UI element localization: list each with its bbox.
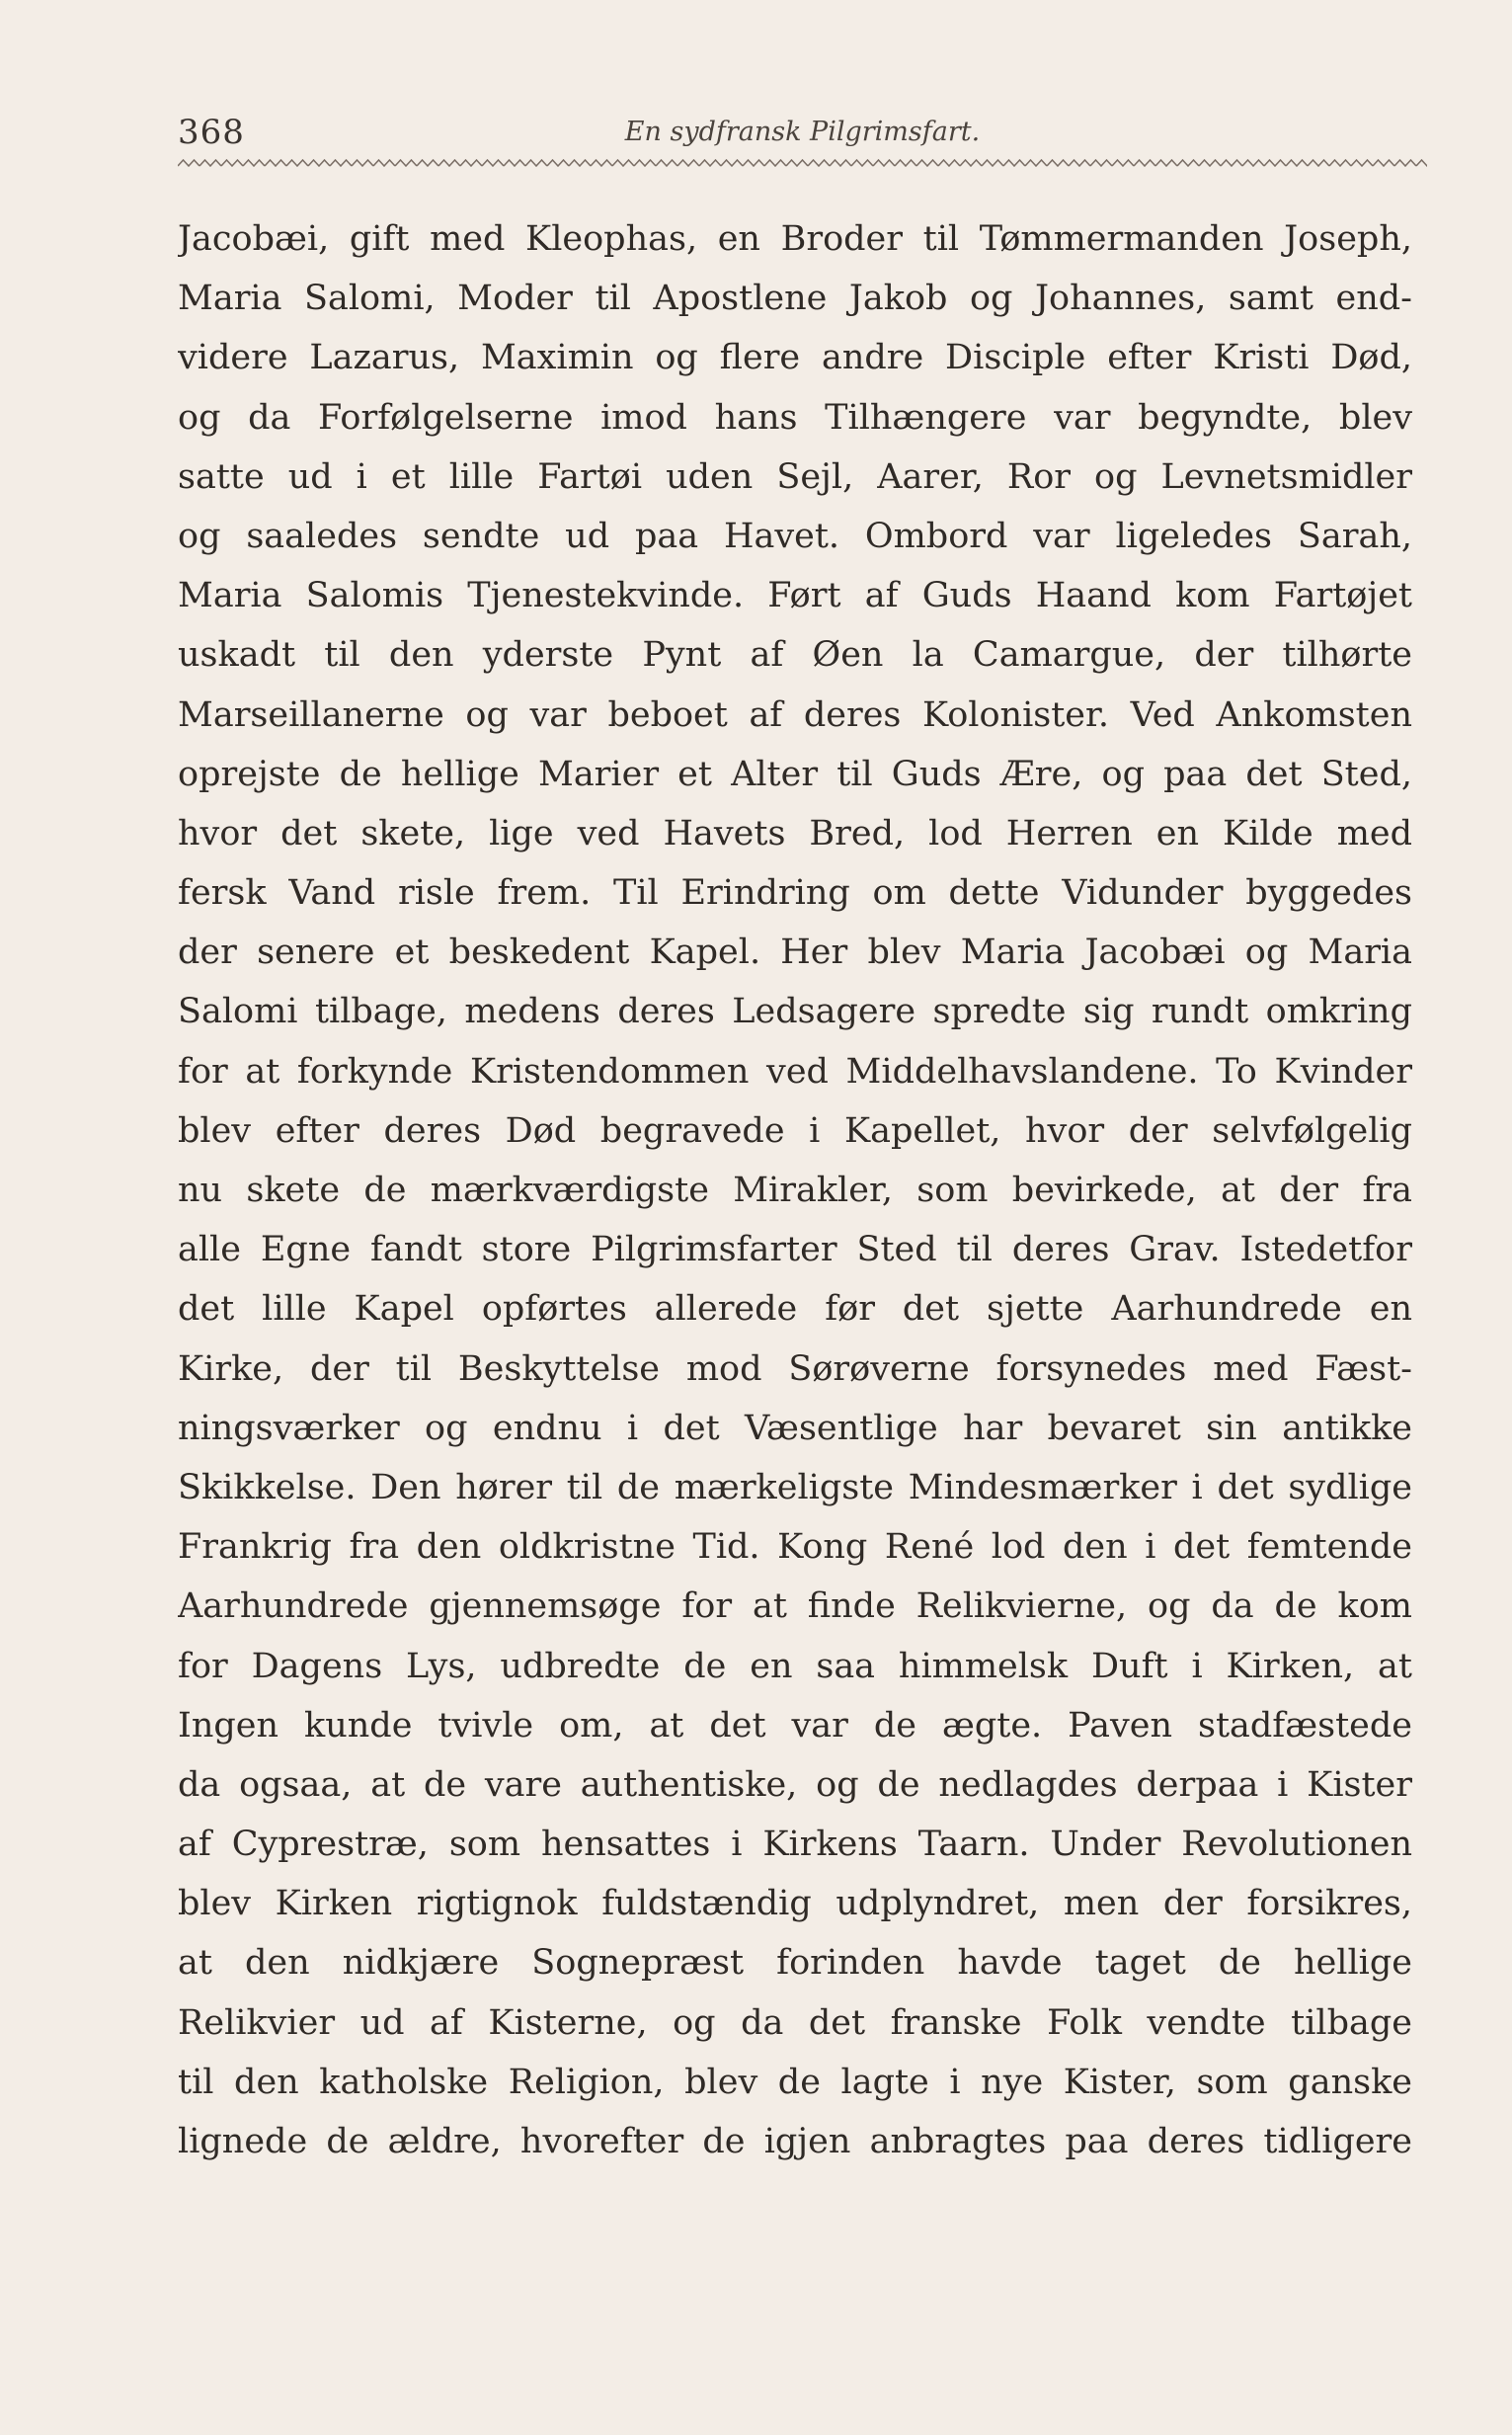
text-line: nu skete de mærkværdigste Mirakler, som bevirkede, at der fra <box>178 1171 1412 1210</box>
text-line: videre Lazarus, Maximin og flere andre Disciple efter Kristi Død, <box>178 338 1412 378</box>
text-line: til den katholske Religion, blev de lagte i nye Kister, som ganske <box>178 2062 1412 2102</box>
text-line: Salomi tilbage, medens deres Ledsagere spredte sig rundt omkring <box>178 992 1412 1032</box>
text-line: ningsværker og endnu i det Væsentlige har bevaret sin antikke <box>178 1408 1412 1448</box>
text-line: Marseillanerne og var beboet af deres Kolonister. Ved Ankomsten <box>178 694 1412 735</box>
text-line: oprejste de hellige Marier et Alter til Guds Ære, og paa det Sted, <box>178 754 1412 794</box>
text-line: blev Kirken rigtignok fuldstændig udplyndret, men der forsikres, <box>178 1884 1412 1924</box>
text-line: hvor det skete, lige ved Havets Bred, lod Herren en Kilde med <box>178 813 1412 853</box>
text-line: uskadt til den yderste Pynt af Øen la Camargue, der tilhørte <box>178 635 1412 676</box>
text-line: da ogsaa, at de vare authentiske, og de nedlagdes derpaa i Kister <box>178 1764 1412 1805</box>
text-line: alle Egne fandt store Pilgrimsfarter Sted til deres Grav. Istedetfor <box>178 1230 1412 1270</box>
text-line: Frankrig fra den oldkristne Tid. Kong René lod den i det femtende <box>178 1527 1412 1568</box>
text-line: Ingen kunde tvivle om, at det var de ægte. Paven stadfæstede <box>178 1705 1412 1745</box>
text-line: Kirke, der til Beskyttelse mod Sørøverne forsynedes med Fæst- <box>178 1348 1412 1389</box>
running-title: En sydfransk Pilgrimsfart. <box>624 117 981 147</box>
text-line: af Cyprestræ, som hensattes i Kirkens Taarn. Under Revolutionen <box>178 1825 1412 1865</box>
body-text <box>178 209 1412 2171</box>
text-line: Maria Salomi, Moder til Apostlene Jakob og Johannes, samt end- <box>178 279 1412 319</box>
text-line: blev efter deres Død begravede i Kapellet, hvor der selvfølgelig <box>178 1110 1412 1151</box>
text-line: for at forkynde Kristendommen ved Middelhavslandene. To Kvinder <box>178 1051 1412 1092</box>
text-line: og saaledes sendte ud paa Havet. Ombord var ligeledes Sarah, <box>178 516 1412 556</box>
text-line: Aarhundrede gjennemsøge for at finde Relikvierne, og da de kom <box>178 1586 1412 1627</box>
wavy-rule-ornament <box>178 156 1427 170</box>
text-line: Skikkelse. Den hører til de mærkeligste Mindesmærker i det sydlige <box>178 1467 1412 1507</box>
text-line: det lille Kapel opførtes allerede før det sjette Aarhundrede en <box>178 1289 1412 1330</box>
page-number: 368 <box>178 113 245 152</box>
text-line: satte ud i et lille Fartøi uden Sejl, Aarer, Ror og Levnetsmidler <box>178 456 1412 497</box>
text-line: fersk Vand risle frem. Til Erindring om dette Vidunder byggedes <box>178 873 1412 914</box>
text-line: Maria Salomis Tjenestekvinde. Ført af Guds Haand kom Fartøjet <box>178 576 1412 616</box>
text-line: at den nidkjære Sognepræst forinden havde taget de hellige <box>178 1943 1412 1984</box>
text-line: der senere et beskedent Kapel. Her blev Maria Jacobæi og Maria <box>178 933 1412 973</box>
page-header <box>178 107 1427 154</box>
text-line: Jacobæi, gift med Kleophas, en Broder til Tømmermanden Joseph, <box>178 219 1412 259</box>
text-line: og da Forfølgelserne imod hans Tilhængere var begyndte, blev <box>178 397 1412 438</box>
text-line: Relikvier ud af Kisterne, og da det franske Folk vendte tilbage <box>178 2002 1412 2043</box>
text-line: for Dagens Lys, udbredte de en saa himmelsk Duft i Kirken, at <box>178 1646 1412 1686</box>
text-line: lignede de ældre, hvorefter de igjen anbragtes paa deres tidligere <box>178 2122 1412 2161</box>
